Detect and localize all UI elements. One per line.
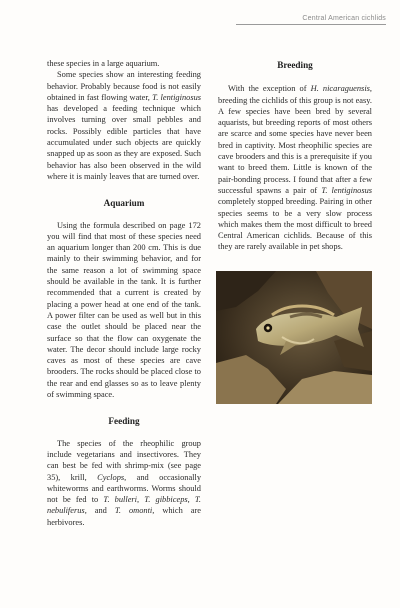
heading-breeding: Breeding (277, 60, 313, 70)
paragraph-feeding-behavior (47, 69, 201, 182)
text: , and occasionally whiteworms and earthworms. Worms should not be fed to (47, 472, 202, 505)
text: Some species show an interesting feeding behavior. Probably because food is not easily obtained in fast flowing water, (47, 70, 201, 102)
right-column (218, 58, 372, 253)
species-name: T. bulleri (103, 495, 138, 505)
text: The species of the rheophilic group include vegetarians and insectivores. They can best be fed with shrimp-mix (see page 35), krill, (47, 438, 201, 482)
text: , (137, 495, 140, 505)
species-name: T. lentiginosus (152, 92, 202, 102)
text: has developed a feeding technique which involves turning over small pebbles and rocks. Possibly edible particles that have accumulated under such objects are quickly snapped up as soon as they are exposed. Such behavior has also been observed in the wild where it is mainly leaves that are turned over. (47, 104, 201, 181)
left-column (47, 58, 201, 528)
species-name: T. gibbiceps (144, 495, 188, 505)
heading-feeding: Feeding (108, 416, 140, 427)
species-name: H. nicaraguensis (310, 84, 370, 94)
cichlid-photo (216, 271, 372, 404)
text: , and (84, 506, 107, 516)
running-head: Central American cichlids (302, 15, 386, 22)
heading-aquarium: Aquarium (103, 198, 145, 209)
cichlid-photo-illustration (216, 271, 372, 404)
text: completely stopped breeding. Pairing in other species seems to be a very slow process which makes them the most difficult to breed Central American cichlids. Because of this they are rarely available in pet shops. (218, 197, 372, 252)
paragraph-feeding (47, 438, 201, 528)
text: , (187, 495, 190, 505)
text: With the exception of (228, 84, 307, 94)
paragraph-breeding (218, 83, 372, 252)
species-name: T. nebuliferus (47, 495, 202, 516)
species-name: T. omonti (114, 506, 153, 516)
species-name: T. lentiginosus (321, 185, 373, 195)
text: , breeding the cichlids of this group is not easy. A few species have been bred by several aquarists, but breeding reports of most others are scarce and some species have never been bred in captivity. Most rheophilic species are cave brooders and this is a prerequisite if you want to breed them. Little is known of the pair-bonding process. I found that after a few successful spawns a pair of (218, 84, 372, 195)
paragraph-continued: these species in a large aquarium. (47, 59, 160, 68)
header-rule (236, 24, 386, 25)
paragraph-aquarium: Using the formula described on page 172 you will find that most of these species need an aquarium longer than 200 cm. This is due mainly to their swimming behavior, and for the same reason a lot of swimming space should be available in the tank. It is further recommended that a current is created by placing a power head at one end of the tank. A power filter can be used as well but in this case the outlet should be placed near the surface so that the flow can oxygenate the water. The decor should include large rocky caves as most of these species are cave brooders. The rocks should be placed close to the rear and end glasses so as to leave plenty of swimming space. (47, 220, 201, 400)
species-name: Cyclops (97, 472, 125, 482)
text: , which are herbivores. (47, 506, 201, 527)
